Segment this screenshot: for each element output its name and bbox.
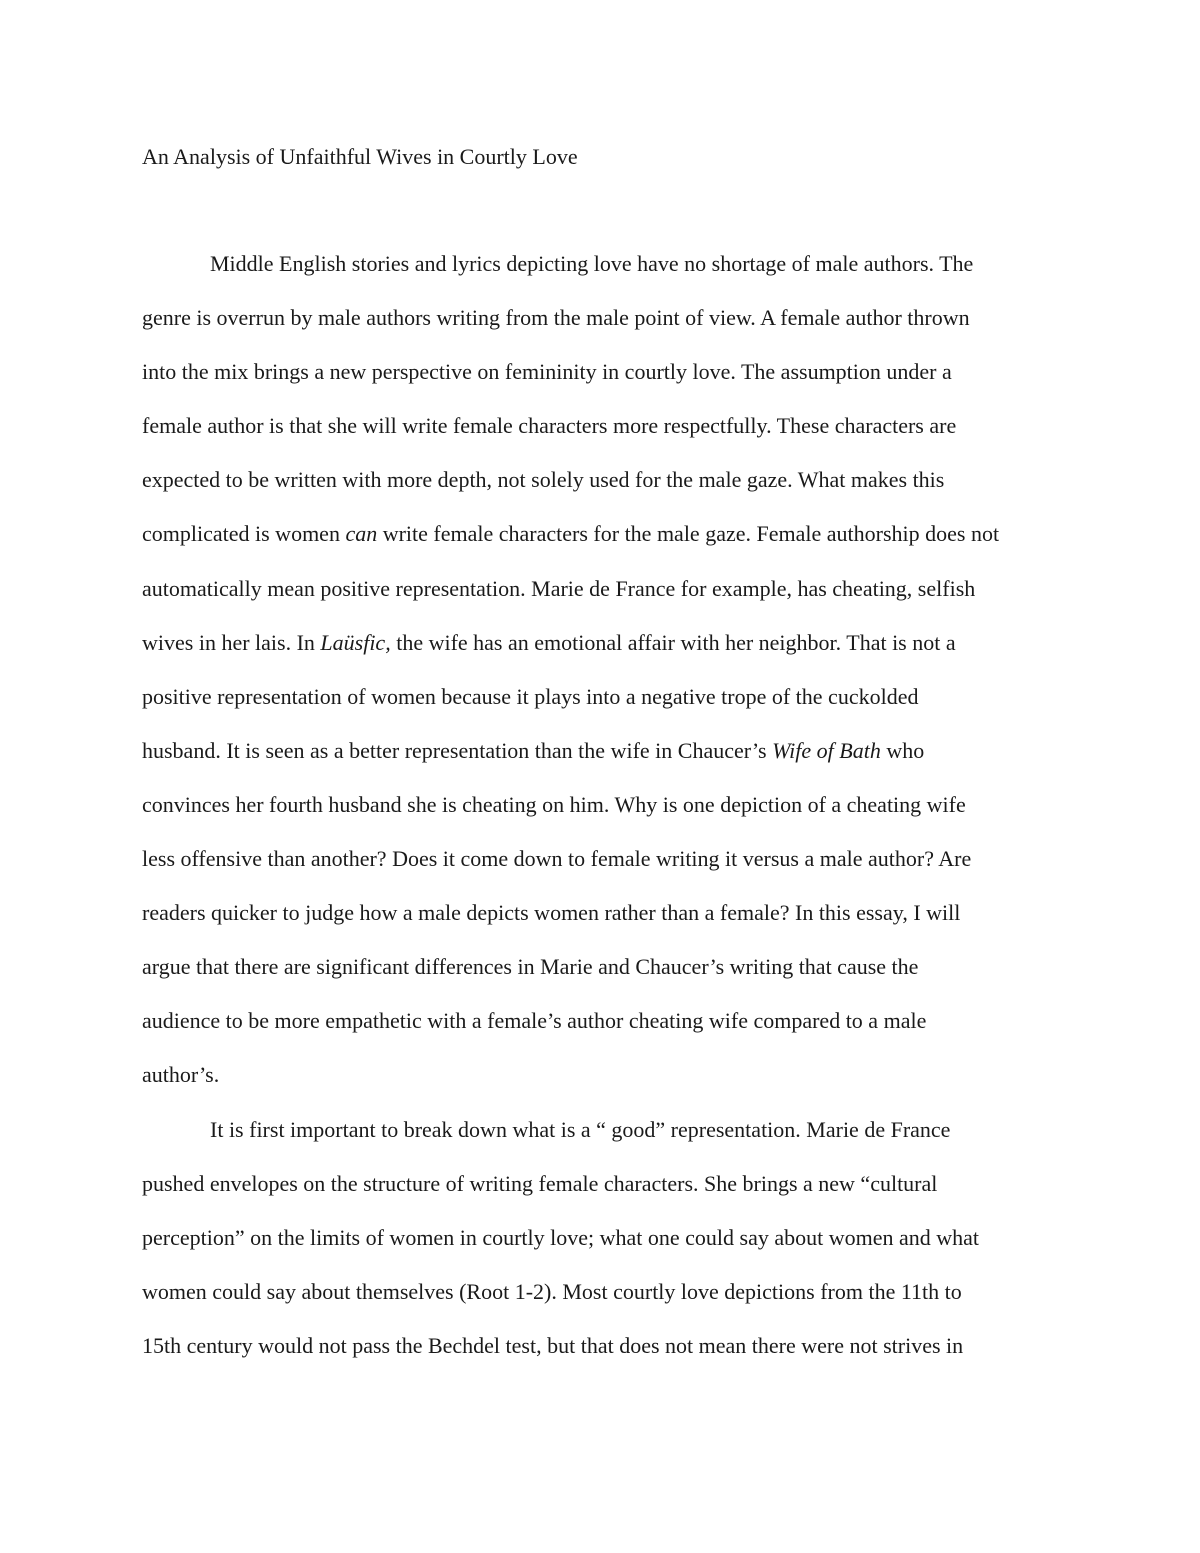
body-line — [142, 952, 1066, 1006]
line-text: convinces her fourth husband she is cheating on him. Why is one depiction of a cheating wife — [142, 791, 966, 817]
line-text: into the mix brings a new perspective on femininity in courtly love. The assumption under a — [142, 359, 952, 385]
line-text: pushed envelopes on the structure of writing female characters. She brings a new “cultural — [142, 1170, 938, 1196]
line-text: the wife has an emotional affair with her neighbor. That is not a — [390, 629, 956, 655]
line-text: complicated is women — [142, 521, 346, 547]
line-text: wives in her lais. In — [142, 629, 321, 655]
line-text: female author is that she will write female characters more respectfully. These characters are — [142, 413, 957, 439]
body-line — [142, 1006, 1066, 1060]
line-text: women could say about themselves (Root 1-2). Most courtly love depictions from the 11th to — [142, 1278, 962, 1304]
body-line — [142, 574, 1066, 628]
body-line — [142, 519, 1066, 573]
line-text: perception” on the limits of women in courtly love; what one could say about women and what — [142, 1224, 980, 1250]
document-title: An Analysis of Unfaithful Wives in Courtly Love — [142, 144, 578, 169]
body-line — [142, 1223, 1066, 1277]
body-line — [142, 628, 1066, 682]
line-text: husband. It is seen as a better representation than the wife in Chaucer’s — [142, 737, 773, 763]
body-line — [142, 357, 1066, 411]
line-text: Middle English stories and lyrics depicting love have no shortage of male authors. The — [210, 251, 974, 276]
body-line — [142, 1277, 1066, 1331]
body-line — [142, 844, 1066, 898]
line-text: who — [880, 737, 925, 763]
italic-text: Wife of Bath — [772, 737, 881, 763]
line-text: argue that there are significant differences in Marie and Chaucer’s writing that cause the — [142, 954, 919, 980]
body-line — [142, 465, 1066, 519]
line-text: less offensive than another? Does it come down to female writing it versus a male author? Are — [142, 846, 972, 872]
line-text: write female characters for the male gaze. Female authorship does not — [377, 521, 1000, 547]
line-text: expected to be written with more depth, not solely used for the male gaze. What makes this — [142, 467, 945, 493]
body-line — [142, 1060, 1066, 1114]
body-line — [142, 249, 1066, 303]
body-line — [142, 1331, 1066, 1385]
line-text: It is first important to break down what is a “ good” representation. Marie de France — [210, 1116, 951, 1142]
body-line — [142, 898, 1066, 952]
body-line — [142, 1169, 1066, 1223]
document-body — [142, 249, 1066, 1385]
line-text: audience to be more empathetic with a female’s author cheating wife compared to a male — [142, 1008, 927, 1034]
body-line — [142, 303, 1066, 357]
line-text: 15th century would not pass the Bechdel test, but that does not mean there were not strives in — [142, 1332, 964, 1358]
body-line — [142, 411, 1066, 465]
body-line — [142, 736, 1066, 790]
italic-text: can — [345, 521, 378, 547]
body-line — [142, 790, 1066, 844]
body-line — [142, 1115, 1066, 1169]
line-text: genre is overrun by male authors writing from the male point of view. A female author thrown — [142, 305, 970, 331]
line-text: automatically mean positive representation. Marie de France for example, has cheating, selfish — [142, 575, 976, 601]
body-line — [142, 682, 1066, 736]
line-text: author’s. — [142, 1062, 220, 1088]
line-text: positive representation of women because it plays into a negative trope of the cuckolded — [142, 683, 919, 709]
line-text: readers quicker to judge how a male depicts women rather than a female? In this essay, I will — [142, 900, 961, 926]
italic-text: Laüsfic, — [320, 629, 391, 655]
